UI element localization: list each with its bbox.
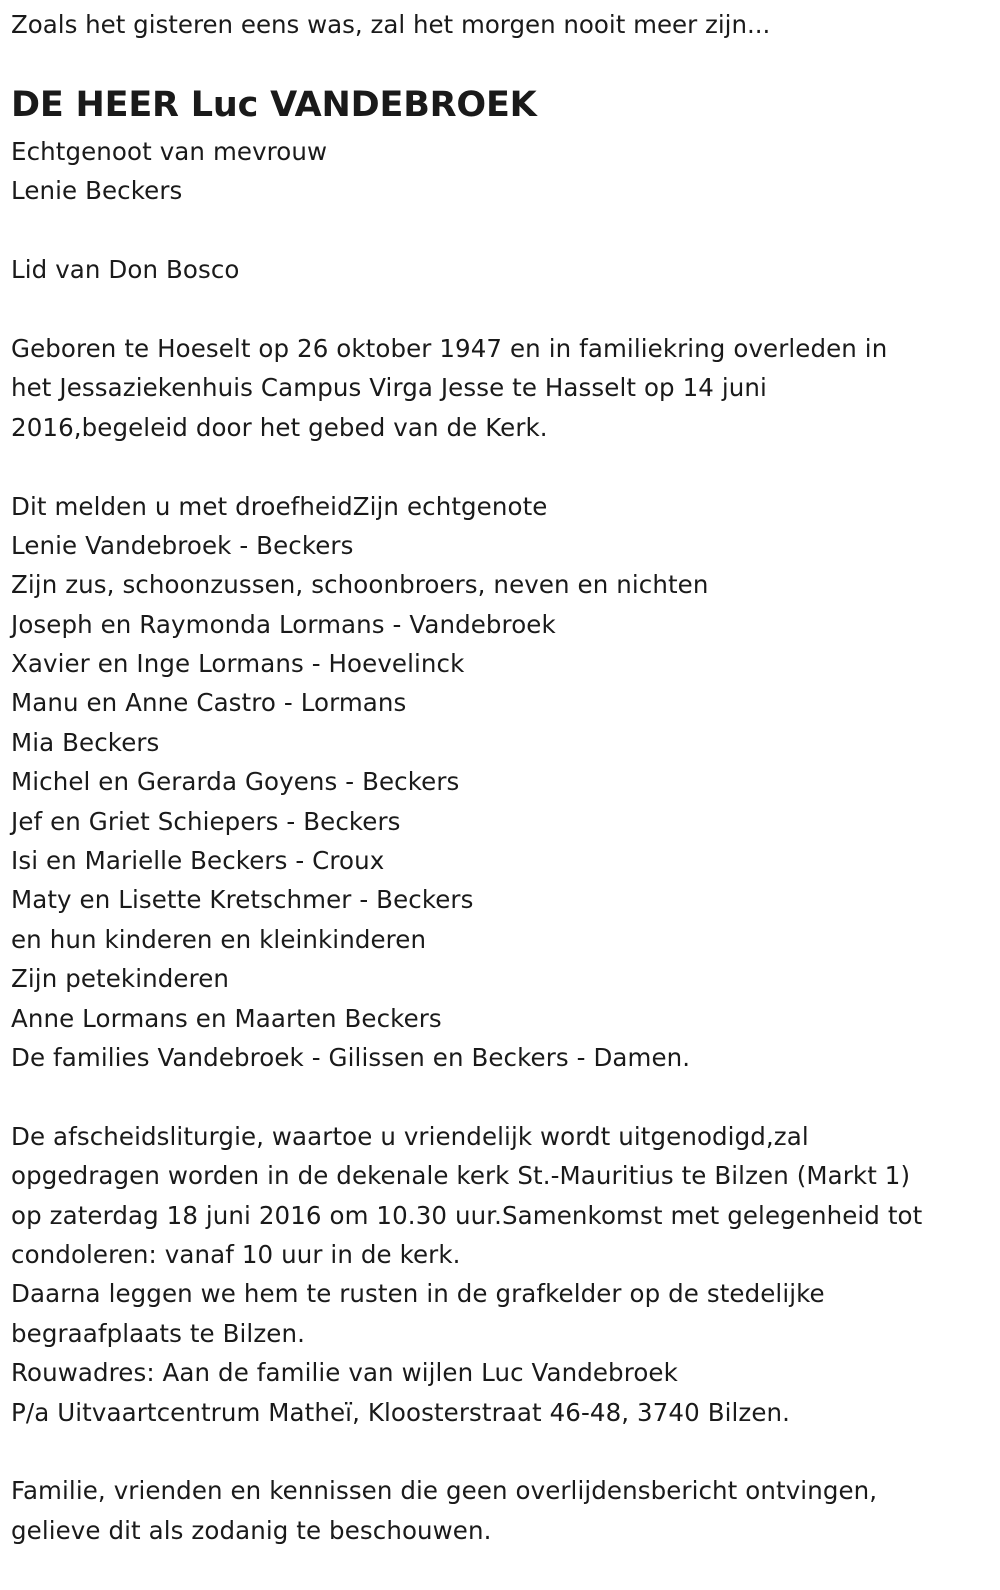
text-line: P/a Uitvaartcentrum Matheï, Kloosterstraat 46-48, 3740 Bilzen. xyxy=(11,1397,791,1427)
family-line: Zijn petekinderen xyxy=(11,964,230,994)
family-line: Joseph en Raymonda Lormans - Vandebroek xyxy=(11,609,556,639)
paragraph-gap xyxy=(11,211,922,250)
family-line: Lenie Vandebroek - Beckers xyxy=(11,530,354,560)
family-line: Mia Beckers xyxy=(11,727,160,757)
paragraph-gap xyxy=(11,1077,922,1116)
family-line: Zijn zus, schoonzussen, schoonbroers, neven en nichten xyxy=(11,570,709,600)
birth-death-paragraph xyxy=(11,329,922,447)
family-line: Maty en Lisette Kretschmer - Beckers xyxy=(11,885,474,915)
text-line: begraafplaats te Bilzen. xyxy=(11,1318,305,1348)
family-line: Manu en Anne Castro - Lormans xyxy=(11,688,407,718)
ceremony-paragraph xyxy=(11,1117,922,1432)
text-line: Familie, vrienden en kennissen die geen overlijdensbericht ontvingen, xyxy=(11,1476,878,1506)
family-line: en hun kinderen en kleinkinderen xyxy=(11,924,427,954)
text-line: Rouwadres: Aan de familie van wijlen Luc Vandebroek xyxy=(11,1358,678,1388)
spouse-section xyxy=(11,132,922,211)
intro-quote: Zoals het gisteren eens was, zal het morgen nooit meer zijn... xyxy=(11,10,771,39)
text-line: Daarna leggen we hem te rusten in de grafkelder op de stedelijke xyxy=(11,1279,825,1309)
paragraph-gap xyxy=(11,1432,922,1471)
notice-body xyxy=(11,132,922,1550)
closing-paragraph xyxy=(11,1471,922,1550)
paragraph-gap xyxy=(11,447,922,486)
paragraph-gap xyxy=(11,290,922,329)
membership-line: Lid van Don Bosco xyxy=(11,255,240,285)
text-line: Geboren te Hoeselt op 26 oktober 1947 en in familiekring overleden in xyxy=(11,333,888,363)
text-line: op zaterdag 18 juni 2016 om 10.30 uur.Samenkomst met gelegenheid tot xyxy=(11,1200,923,1230)
text-line: gelieve dit als zodanig te beschouwen. xyxy=(11,1515,492,1545)
text-line: 2016,begeleid door het gebed van de Kerk. xyxy=(11,412,548,442)
family-line: Anne Lormans en Maarten Beckers xyxy=(11,1003,442,1033)
spouse-line: Echtgenoot van mevrouw xyxy=(11,137,328,166)
text-line: De afscheidsliturgie, waartoe u vriendelijk wordt uitgenodigd,zal xyxy=(11,1121,809,1151)
family-line: Dit melden u met droefheidZijn echtgenote xyxy=(11,491,548,521)
text-line: condoleren: vanaf 10 uur in de kerk. xyxy=(11,1239,461,1269)
family-line: Isi en Marielle Beckers - Croux xyxy=(11,846,385,876)
text-line: opgedragen worden in de dekenale kerk St.-Mauritius te Bilzen (Markt 1) xyxy=(11,1161,911,1191)
deceased-title: DE HEER Luc VANDEBROEK xyxy=(11,85,537,125)
family-line: Xavier en Inge Lormans - Hoevelinck xyxy=(11,649,465,679)
family-line: De families Vandebroek - Gilissen en Beckers - Damen. xyxy=(11,1042,691,1072)
family-line: Jef en Griet Schiepers - Beckers xyxy=(11,806,401,836)
family-list xyxy=(11,487,922,1078)
family-line: Michel en Gerarda Goyens - Beckers xyxy=(11,767,460,797)
spouse-line: Lenie Beckers xyxy=(11,176,183,206)
text-line: het Jessaziekenhuis Campus Virga Jesse te Hasselt op 14 juni xyxy=(11,373,767,403)
